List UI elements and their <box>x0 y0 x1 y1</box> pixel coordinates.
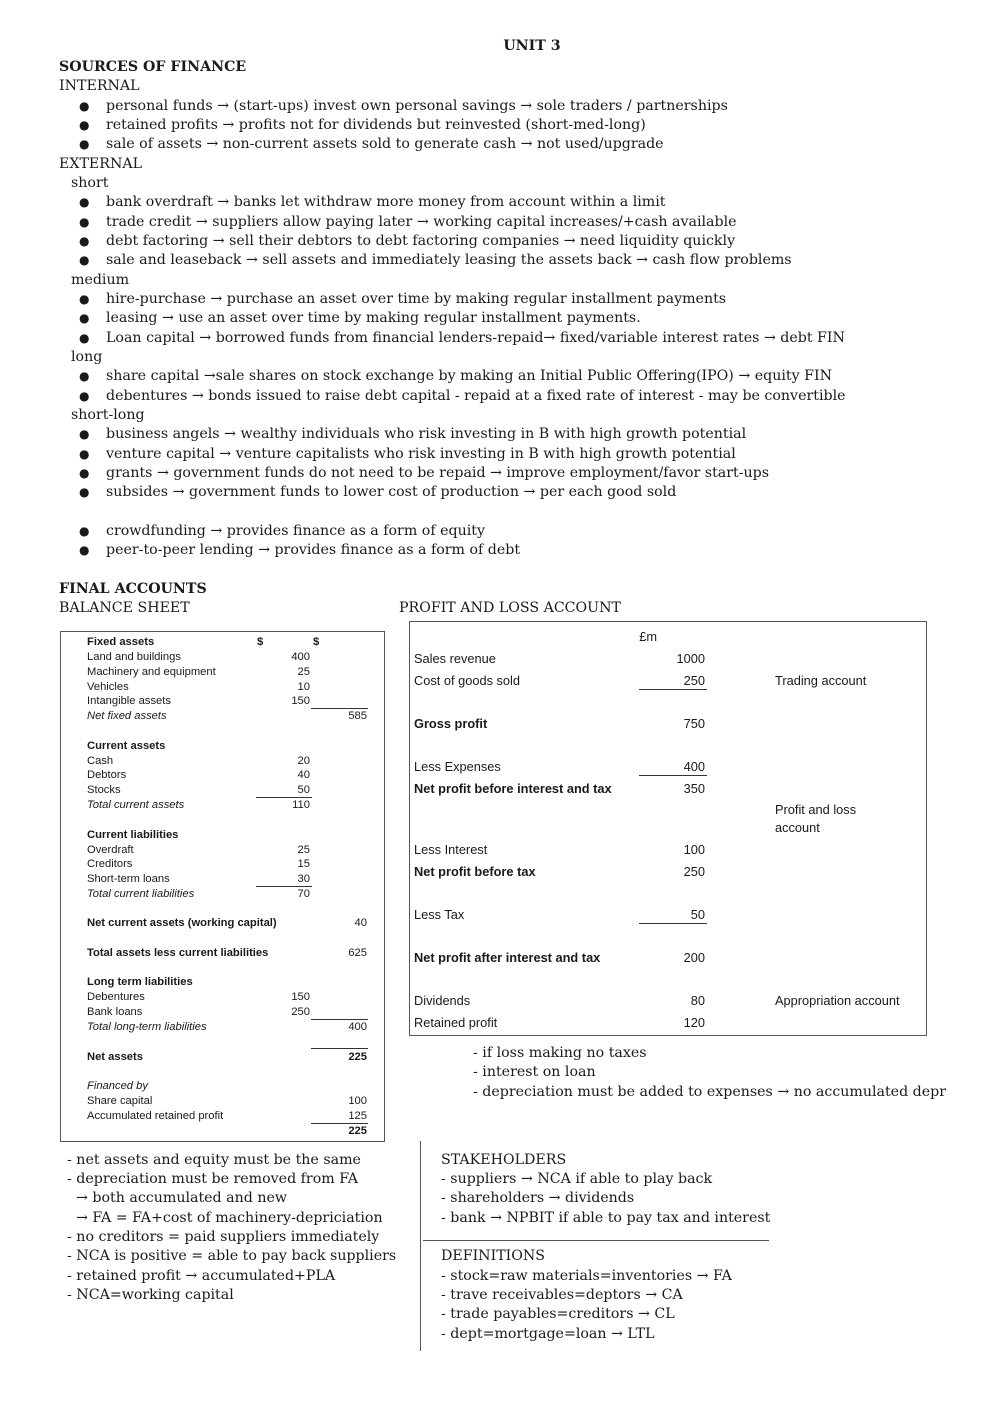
bs-label: Debtors <box>87 769 127 781</box>
bs-note-line: - depreciation must be removed from FA <box>67 1171 359 1187</box>
bs-value: 25 <box>297 844 310 856</box>
shortlong-label: short-long <box>71 407 145 423</box>
list-item: ● hire-purchase → purchase an asset over time by making regular installment payments <box>79 291 727 307</box>
definition-item: - dept=mortgage=loan → LTL <box>441 1326 655 1342</box>
list-item: ● sale of assets → non-current assets sold to generate cash → not used/upgrade <box>79 136 664 152</box>
bs-currency: $ <box>257 636 264 648</box>
bs-value: 40 <box>354 917 367 929</box>
bs-label: Intangible assets <box>87 695 171 707</box>
bs-label: Total current liabilities <box>87 888 195 900</box>
bs-label: Net fixed assets <box>87 710 167 722</box>
stakeholder-item: - shareholders → dividends <box>441 1190 635 1206</box>
pl-value: 80 <box>690 993 705 1008</box>
bs-value: 585 <box>348 710 367 722</box>
bs-note-line: - retained profit → accumulated+PLA <box>67 1268 336 1284</box>
list-item: ● trade credit → suppliers allow paying later → working capital increases/+cash available <box>79 214 737 230</box>
definitions-heading: DEFINITIONS <box>441 1248 546 1264</box>
underline <box>639 923 707 924</box>
pl-value: 750 <box>683 716 705 731</box>
list-item: ● share capital →sale shares on stock exchange by making an Initial Public Offering(IPO) → equity FIN <box>79 368 832 384</box>
bs-label: Accumulated retained profit <box>87 1110 224 1122</box>
bs-value: 15 <box>297 858 310 870</box>
list-item: ● peer-to-peer lending → provides finance as a form of debt <box>79 542 521 558</box>
bs-value: 50 <box>297 784 310 796</box>
bs-label: Long term liabilities <box>87 976 193 988</box>
pl-value: 350 <box>683 781 705 796</box>
bs-label: Machinery and equipment <box>87 666 216 678</box>
pl-note: Appropriation account <box>775 993 900 1008</box>
bs-note-line: → FA = FA+cost of machinery-depriciation <box>67 1210 383 1226</box>
pl-note-line: - interest on loan <box>473 1064 596 1080</box>
definition-item: - stock=raw materials=inventories → FA <box>441 1268 732 1284</box>
underline <box>639 689 707 690</box>
bs-label: Land and buildings <box>87 651 181 663</box>
sources-heading: SOURCES OF FINANCE <box>59 59 247 75</box>
stakeholder-item: - suppliers → NCA if able to play back <box>441 1171 713 1187</box>
pl-label: Less Expenses <box>414 759 501 774</box>
medium-label: medium <box>71 272 130 288</box>
final-accounts-heading: FINAL ACCOUNTS <box>59 581 207 597</box>
page-title: UNIT 3 <box>503 38 561 54</box>
pl-value: 120 <box>683 1015 705 1030</box>
pl-value: 50 <box>690 907 705 922</box>
long-label: long <box>71 349 103 365</box>
pl-value: 100 <box>683 842 705 857</box>
bs-label: Current liabilities <box>87 829 179 841</box>
list-item: ● venture capital → venture capitalists who risk investing in B with high growth potential <box>79 446 736 462</box>
bs-value: 150 <box>291 695 310 707</box>
definition-item: - trave receivables=deptors → CA <box>441 1287 683 1303</box>
list-item: ● debentures → bonds issued to raise debt capital - repaid at a fixed rate of interest - may be convertible <box>79 388 846 404</box>
bs-currency: $ <box>313 636 320 648</box>
pl-label: Less Tax <box>414 907 465 922</box>
bs-value: 400 <box>291 651 310 663</box>
balance-sheet-label: BALANCE SHEET <box>59 600 190 616</box>
pl-label: Dividends <box>414 993 471 1008</box>
short-label: short <box>71 175 109 191</box>
pl-value: 250 <box>683 864 705 879</box>
pl-label: PROFIT AND LOSS ACCOUNT <box>399 600 621 616</box>
bs-label: Vehicles <box>87 681 129 693</box>
definition-item: - trade payables=creditors → CL <box>441 1306 675 1322</box>
bs-label: Cash <box>87 755 114 767</box>
list-item: ● retained profits → profits not for dividends but reinvested (short-med-long) <box>79 117 646 133</box>
pl-label: Sales revenue <box>414 651 496 666</box>
bs-value: 110 <box>292 799 310 811</box>
pl-note-line: - if loss making no taxes <box>473 1045 647 1061</box>
profit-loss-table <box>409 621 927 1036</box>
pl-label: Net profit before tax <box>414 864 536 879</box>
bs-value: 100 <box>348 1095 367 1107</box>
bs-note-line: - NCA is positive = able to pay back suppliers <box>67 1248 397 1264</box>
bs-value: 400 <box>348 1021 367 1033</box>
bs-label: Share capital <box>87 1095 153 1107</box>
column-divider <box>420 1141 421 1351</box>
stakeholders-heading: STAKEHOLDERS <box>441 1152 567 1168</box>
bs-label: Total long-term liabilities <box>87 1021 207 1033</box>
bs-label: Creditors <box>87 858 133 870</box>
section-divider <box>423 1240 769 1241</box>
bs-note-line: - NCA=working capital <box>67 1287 234 1303</box>
list-item: ● bank overdraft → banks let withdraw more money from account within a limit <box>79 194 666 210</box>
bs-label: Short-term loans <box>87 873 170 885</box>
bs-value: 125 <box>348 1110 367 1122</box>
pl-label: Cost of goods sold <box>414 673 520 688</box>
bs-label: Financed by <box>87 1080 148 1092</box>
list-item: ● crowdfunding → provides finance as a form of equity <box>79 523 485 539</box>
bs-label: Fixed assets <box>87 636 155 648</box>
pl-value: 1000 <box>676 651 705 666</box>
bs-label: Total current assets <box>87 799 185 811</box>
bs-label: Net current assets (working capital) <box>87 917 277 929</box>
pl-note: account <box>775 820 820 835</box>
list-item: ● Loan capital → borrowed funds from financial lenders-repaid→ fixed/variable interest rates → debt FIN <box>79 330 845 346</box>
bs-value: 225 <box>348 1125 367 1137</box>
bs-label: Stocks <box>87 784 121 796</box>
internal-label: INTERNAL <box>59 78 140 94</box>
list-item: ● business angels → wealthy individuals who risk investing in B with high growth potential <box>79 426 747 442</box>
bs-label: Debentures <box>87 991 145 1003</box>
pl-label: Net profit after interest and tax <box>414 950 601 965</box>
pl-label: Gross profit <box>414 716 488 731</box>
underline <box>639 775 707 776</box>
bs-value: 25 <box>297 666 310 678</box>
pl-note: Profit and loss <box>775 802 857 817</box>
pl-note: Trading account <box>775 673 867 688</box>
pl-value: 200 <box>683 950 705 965</box>
balance-sheet-table <box>60 631 385 1142</box>
bs-value: 225 <box>348 1051 367 1063</box>
bs-label: Total assets less current liabilities <box>87 947 269 959</box>
pl-note-line: - depreciation must be added to expenses → no accumulated depr <box>473 1084 947 1100</box>
bs-value: 625 <box>348 947 367 959</box>
pl-value: 400 <box>683 759 705 774</box>
bs-value: 150 <box>291 991 310 1003</box>
list-item: ● sale and leaseback → sell assets and immediately leasing the assets back → cash flow problems <box>79 252 792 268</box>
pl-label: Net profit before interest and tax <box>414 781 612 796</box>
list-item: ● debt factoring → sell their debtors to debt factoring companies → need liquidity quickly <box>79 233 736 249</box>
underline <box>311 1048 368 1049</box>
pl-label: Retained profit <box>414 1015 498 1030</box>
list-item: ● leasing → use an asset over time by making regular installment payments. <box>79 310 641 326</box>
bs-note-line: - net assets and equity must be the same <box>67 1152 361 1168</box>
bs-value: 20 <box>297 755 310 767</box>
bs-label: Bank loans <box>87 1006 143 1018</box>
pl-unit: £m <box>639 629 657 644</box>
list-item: ● subsides → government funds to lower cost of production → per each good sold <box>79 484 677 500</box>
bs-value: 10 <box>297 681 310 693</box>
bs-note-line: → both accumulated and new <box>67 1190 288 1206</box>
stakeholder-item: - bank → NPBIT if able to pay tax and interest <box>441 1210 771 1226</box>
bs-label: Overdraft <box>87 844 134 856</box>
bs-value: 250 <box>291 1006 310 1018</box>
bs-label: Current assets <box>87 740 166 752</box>
pl-value: 250 <box>683 673 705 688</box>
bs-value: 40 <box>297 769 310 781</box>
bs-note-line: - no creditors = paid suppliers immediately <box>67 1229 380 1245</box>
bs-value: 30 <box>297 873 310 885</box>
list-item: ● grants → government funds do not need to be repaid → improve employment/favor start-ups <box>79 465 770 481</box>
pl-label: Less Interest <box>414 842 488 857</box>
bs-value: 70 <box>297 888 310 900</box>
external-label: EXTERNAL <box>59 156 143 172</box>
list-item: ● personal funds → (start-ups) invest own personal savings → sole traders / partnerships <box>79 98 728 114</box>
bs-label: Net assets <box>87 1051 143 1063</box>
